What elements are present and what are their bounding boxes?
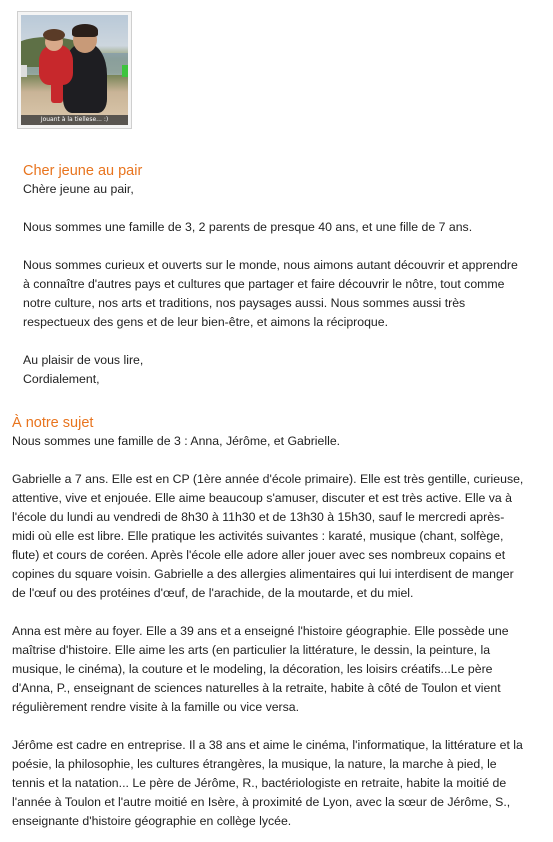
about-body [12,432,524,831]
letter-closing-line-2: Cordialement, [23,372,100,386]
family-photo[interactable] [21,15,128,125]
letter-body [23,180,523,389]
photo-child-hair [43,29,65,41]
letter-paragraph-2: Nous sommes curieux et ouverts sur le monde, nous aimons autant découvrir et apprendre à connaître d'autres pays et cultures que partager et faire découvrir le nôtre, tout comme notre culture, nos arts et traditions, nos paysages aussi. Nous sommes aussi très respectueux des gens et de leur bien-être, et aimons la réciproque. [23,258,518,329]
about-gabrielle: Gabrielle a 7 ans. Elle est en CP (1ère année d'école primaire). Elle est très gentille, curieuse, attentive, vive et enjouée. Elle aime beaucoup s'amuser, discuter et est très active. Elle va à l'école du lundi au vendredi de 8h30 à 11h30 et de 13h30 à 15h30, sauf le mercredi après-midi où elle est libre. Elle pratique les activités suivantes : karaté, musique (chant, solfège, flute) et cours de coréen. Après l'école elle adore aller jouer avec ses nombreux copains et copines du square voisin. Gabrielle a des allergies alimentaires qui lui interdisent de manger de l'œuf ou des protéines d'œuf, de l'arachide, de la moutarde, et du miel. [12,472,524,600]
letter-salutation: Chère jeune au pair, [23,182,134,196]
about-intro: Nous sommes une famille de 3 : Anna, Jérôme, et Gabrielle. [12,434,341,448]
letter-paragraph-1: Nous sommes une famille de 3, 2 parents de presque 40 ans, et une fille de 7 ans. [23,220,473,234]
letter-closing [23,351,523,389]
photo-child [39,45,73,85]
letter-closing-line-1: Au plaisir de vous lire, [23,353,144,367]
family-photo-frame[interactable] [17,11,132,129]
about-title: À notre sujet [12,415,94,431]
about-jerome: Jérôme est cadre en entreprise. Il a 38 ans et aime le cinéma, l'informatique, la littérature et la poésie, la philosophie, les cultures étrangères, la musique, la nature, la marche à pied, le tennis et la natation... Le père de Jérôme, R., bactériologiste en retraite, habite la moitié de l'année à Toulon et l'autre moitié en Isère, à proximité de Lyon, avec la sœur de Jérôme, S., enseignante d'histoire géographie en collège lycée. [12,738,523,828]
photo-child-legs [51,81,63,103]
chevron-right-icon[interactable] [122,65,128,77]
photo-caption: Jouant à la tiellese... :) [21,115,128,125]
about-anna: Anna est mère au foyer. Elle a 39 ans et a enseigné l'histoire géographie. Elle possède une maîtrise d'histoire. Elle aime les arts (en particulier la littérature, le dessin, la peinture, la musique, le cinéma), la couture et le modeling, la décoration, les loisirs créatifs...Le père d'Anna, P., enseignant de sciences naturelles à la retraite, habite à côté de Toulon et vient régulièrement rendre visite à la famille ou vice versa. [12,624,509,714]
chevron-left-icon[interactable] [21,65,27,77]
letter-title: Cher jeune au pair [23,163,143,179]
photo-adult-hair [72,24,98,37]
